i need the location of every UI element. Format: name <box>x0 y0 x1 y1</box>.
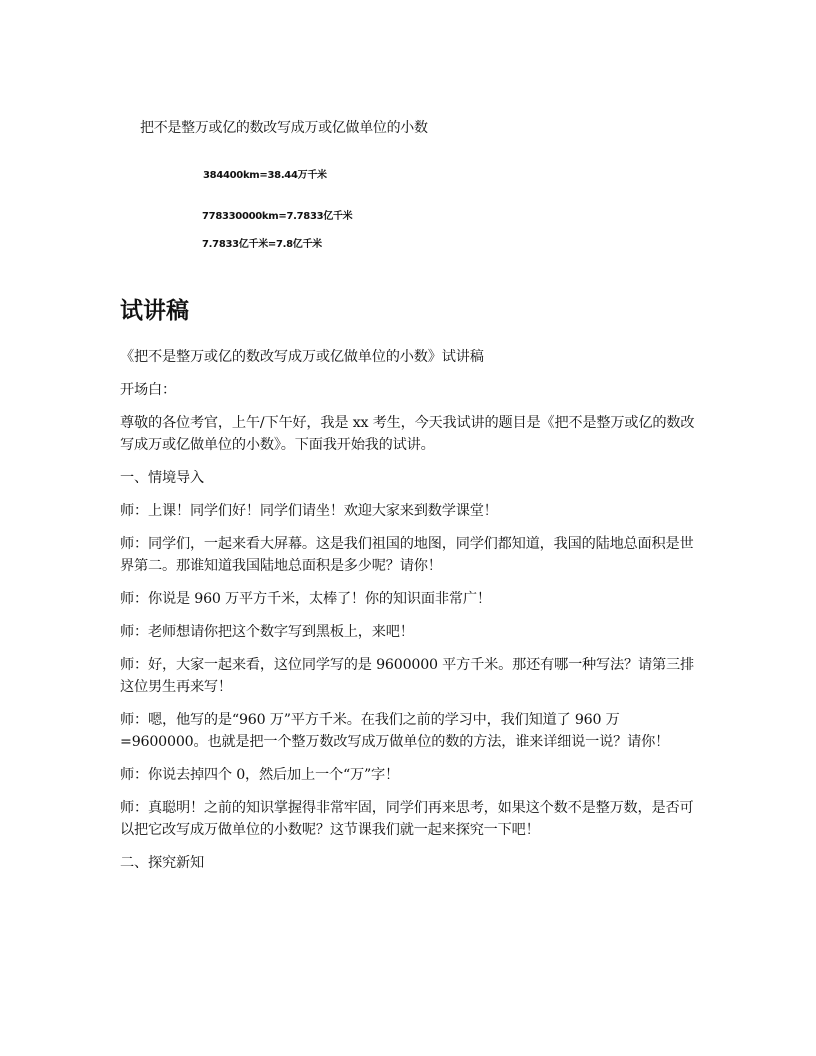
formula-line: 7.7833亿千米=7.8亿千米 <box>202 239 322 250</box>
paragraph: 师：你说去掉四个 0，然后加上一个“万”字！ <box>120 767 400 783</box>
formula-line: 384400km=38.44万千米 <box>203 170 327 181</box>
paragraph: 师：上课！同学们好！同学们请坐！欢迎大家来到数学课堂！ <box>120 503 498 519</box>
paragraph: 一、情境导入 <box>120 470 204 486</box>
document-body <box>120 346 700 885</box>
formula-line: 778330000km=7.7833亿千米 <box>202 211 353 222</box>
paragraph: 《把不是整万或亿的数改写成万或亿做单位的小数》试讲稿 <box>120 349 484 365</box>
embedded-slide-image <box>0 0 816 260</box>
document-heading: 试讲稿 <box>120 298 189 324</box>
paragraph: 师：好，大家一起来看，这位同学写的是 9600000 平方千米。那还有哪一种写法？请第三排这位男生再来写！ <box>120 657 694 695</box>
paragraph: 开场白： <box>120 382 176 398</box>
paragraph: 师：嗯，他写的是“960 万”平方千米。在我们之前的学习中，我们知道了 960 万=9600000。也就是把一个整万数改写成万做单位的数的方法，谁来详细说一说？请你！ <box>120 712 670 750</box>
paragraph: 二、探究新知 <box>120 855 204 871</box>
slide-title: 把不是整万或亿的数改写成万或亿做单位的小数 <box>140 120 428 136</box>
paragraph: 师：真聪明！之前的知识掌握得非常牢固，同学们再来思考，如果这个数不是整万数，是否可以把它改写成万做单位的小数呢？这节课我们就一起来探究一下吧！ <box>120 800 694 838</box>
paragraph: 师：同学们，一起来看大屏幕。这是我们祖国的地图，同学们都知道，我国的陆地总面积是世界第二。那谁知道我国陆地总面积是多少呢？请你！ <box>120 536 694 574</box>
paragraph: 尊敬的各位考官，上午/下午好，我是 xx 考生，今天我试讲的题目是《把不是整万或亿的数改写成万或亿做单位的小数》。下面我开始我的试讲。 <box>120 415 695 453</box>
paragraph: 师：你说是 960 万平方千米，太棒了！你的知识面非常广！ <box>120 591 491 607</box>
paragraph: 师：老师想请你把这个数字写到黑板上，来吧！ <box>120 624 414 640</box>
